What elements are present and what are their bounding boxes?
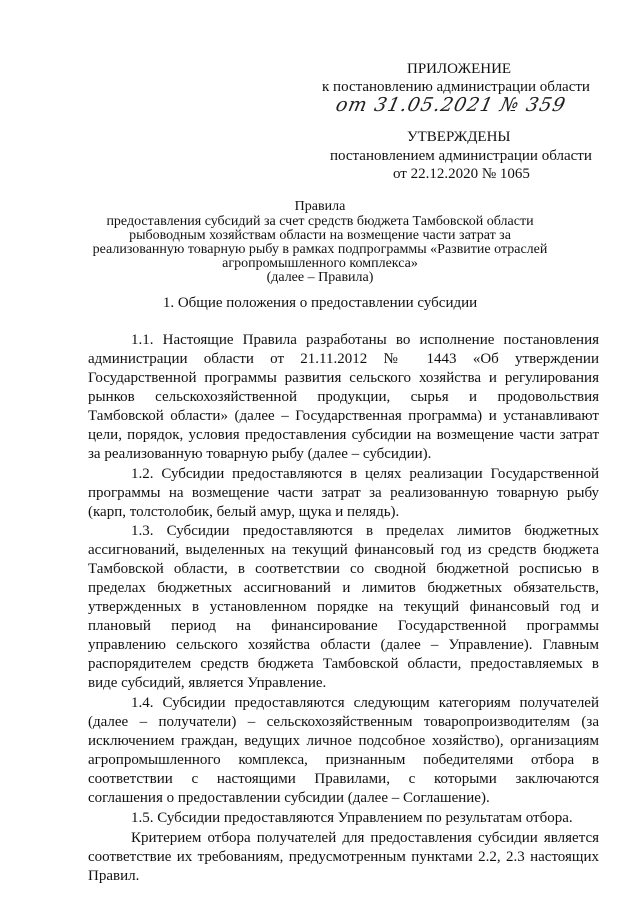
body-line: 1.2. Субсидии предоставляются в целях реализации Государственной xyxy=(131,466,599,482)
body-line: агропромышленного комплекса, признанным победителями отбора в xyxy=(88,752,599,768)
body-line: (далее – получатели) – сельскохозяйственным товаропроизводителям (за xyxy=(88,714,599,730)
body-line: программы на возмещение части затрат за реализованную товарную рыбу xyxy=(88,485,599,501)
title-line: Правила xyxy=(294,199,346,214)
body-line: соответствии с настоящими Правилами, с которыми заключаются xyxy=(88,771,599,787)
body-line: Государственной программы развития сельского хозяйства и регулирования xyxy=(88,370,599,386)
body-line: администрации области от 21.11.2012 № 1443 «Об утверждении xyxy=(88,351,599,367)
body-line: Критерием отбора получателей для предоставления субсидии является xyxy=(131,830,599,846)
body-line: соответствие их требованиям, предусмотренным пунктами 2.2, 2.3 настоящих xyxy=(88,849,599,865)
body-line: ассигнований, выделенных на текущий финансовый год из средств бюджета xyxy=(88,542,599,558)
appendix-heading: ПРИЛОЖЕНИЕ xyxy=(407,61,512,77)
body-line: виде субсидий, является Управление. xyxy=(88,675,327,691)
body-line: утвержденных в установленном порядке на текущий финансовый год и xyxy=(88,599,599,615)
body-line: исключением граждан, ведущих личное подсобное хозяйство), организациям xyxy=(88,733,599,749)
body-line: (карп, толстолобик, белый амур, щука и пелядь). xyxy=(88,504,400,520)
body-line: за реализованную товарную рыбу (далее – субсидии). xyxy=(88,446,432,462)
body-line: Тамбовской области, в соответствии со сводной бюджетной росписью в xyxy=(88,561,599,577)
title-line: предоставления субсидий за счет средств бюджета Тамбовской области xyxy=(106,214,534,229)
body-line: 1.4. Субсидии предоставляются следующим категориям получателей xyxy=(131,695,599,711)
body-line: плановый период на финансирование Государственной программы xyxy=(88,618,599,634)
body-line: рынков сельскохозяйственной продукции, сырья и продовольствия xyxy=(88,389,599,405)
title-line: рыбоводным хозяйствам области на возмещение части затрат за xyxy=(129,228,511,243)
body-line: 1.5. Субсидии предоставляются Управлением по результатам отбора. xyxy=(131,810,573,826)
section-heading: 1. Общие положения о предоставлении субсидии xyxy=(162,295,478,311)
handwritten-date-number: от 31.05.2021 № 359 xyxy=(333,94,569,116)
body-line: 1.3. Субсидии предоставляются в пределах лимитов бюджетных xyxy=(131,523,599,539)
body-line: распорядителем средств бюджета Тамбовской области, предоставляемых в xyxy=(88,656,599,672)
resolution-date: от 22.12.2020 № 1065 xyxy=(393,166,530,182)
title-line: агропромышленного комплекса» xyxy=(222,256,418,271)
body-line: Тамбовской области» (далее – Государственная программа) и устанавливают xyxy=(88,408,599,424)
approved-heading: УТВЕРЖДЕНЫ xyxy=(407,129,511,145)
approved-by-resolution: постановлением администрации области xyxy=(330,148,592,164)
body-line: управлению сельского хозяйства области (далее – Управление). Главным xyxy=(88,637,599,653)
body-line: пределах бюджетных ассигнований и лимитов бюджетных обязательств, xyxy=(88,580,599,596)
title-line: (далее – Правила) xyxy=(266,270,374,285)
body-line: цели, порядок, условия предоставления субсидии на возмещение части затрат xyxy=(88,427,599,443)
body-line: соглашения о предоставлении субсидии (далее – Соглашение). xyxy=(88,790,490,806)
title-line: реализованную товарную рыбу в рамках подпрограммы «Развитие отраслей xyxy=(92,242,548,257)
appendix-subtitle: к постановлению администрации области xyxy=(322,79,590,95)
body-line: 1.1. Настоящие Правила разработаны во исполнение постановления xyxy=(131,332,599,348)
body-line: Правил. xyxy=(88,868,140,884)
